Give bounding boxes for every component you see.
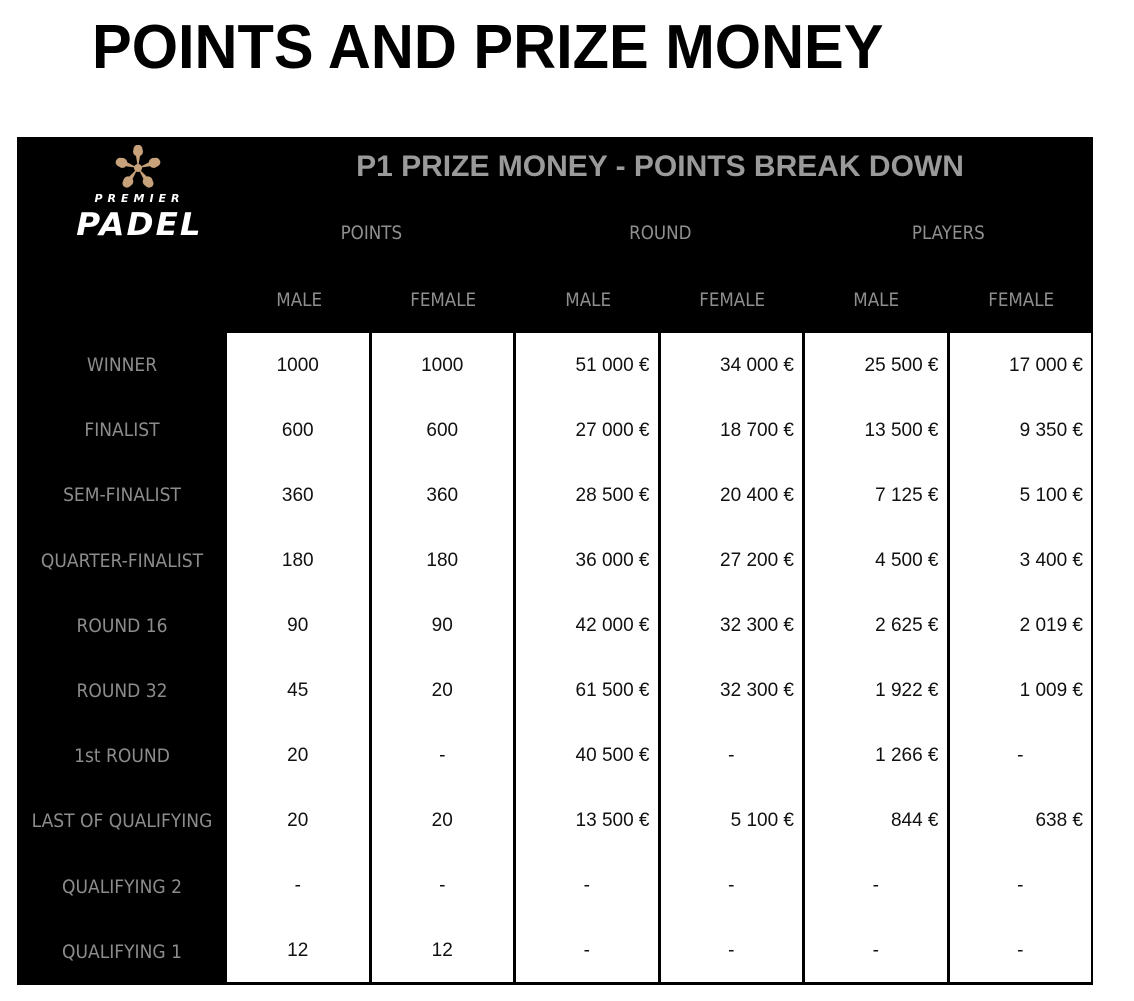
column-points-male: [227, 333, 369, 982]
cell: 13 500 €: [864, 420, 939, 441]
sub-header-round-female: FEMALE: [699, 289, 766, 311]
cell: 90: [431, 615, 453, 636]
cell: 42 000 €: [575, 615, 650, 636]
cell: -: [1017, 940, 1024, 961]
cell: 180: [426, 550, 459, 571]
column-round-female: [661, 333, 803, 982]
cell: 1 009 €: [1019, 680, 1083, 701]
column-players-female: [950, 333, 1092, 982]
cell: -: [728, 875, 735, 896]
cell: -: [1017, 745, 1024, 766]
padel-flower-icon: [115, 145, 161, 191]
cell: 20: [431, 810, 453, 831]
cell: -: [294, 875, 301, 896]
cell: 45: [287, 680, 309, 701]
cell: 17 000 €: [1009, 355, 1083, 376]
cell: 3 400 €: [1019, 550, 1083, 571]
row-label: 1st ROUND: [74, 745, 170, 768]
cell: 1 266 €: [875, 745, 939, 766]
cell: 13 500 €: [575, 810, 650, 831]
sub-header-players-male: MALE: [853, 289, 900, 311]
column-round-male: [516, 333, 658, 982]
cell: 20: [287, 810, 309, 831]
cell: 18 700 €: [720, 420, 794, 441]
cell: 844 €: [890, 810, 939, 831]
cell: 1000: [421, 355, 464, 376]
row-label: FINALIST: [84, 419, 160, 442]
cell: 20 400 €: [720, 485, 794, 506]
sub-header-row: [227, 267, 1093, 333]
cell: 28 500 €: [575, 485, 650, 506]
cell: 12: [287, 940, 309, 961]
logo-brand-top: PREMIER: [94, 192, 185, 205]
cell: -: [439, 875, 446, 896]
group-header-row: [227, 200, 1093, 267]
cell: 5 100 €: [1019, 485, 1083, 506]
cell: 600: [426, 420, 459, 441]
sub-header-points-male: MALE: [276, 289, 323, 311]
cell: 27 200 €: [720, 550, 794, 571]
page-title: POINTS AND PRIZE MONEY: [92, 13, 884, 82]
cell: 360: [426, 485, 459, 506]
cell: 600: [281, 420, 314, 441]
cell: 90: [287, 615, 309, 636]
sub-header-points-female: FEMALE: [410, 289, 477, 311]
cell: 7 125 €: [875, 485, 939, 506]
group-header-players: PLAYERS: [912, 222, 986, 244]
cell: 25 500 €: [864, 355, 939, 376]
cell: 2 625 €: [875, 615, 939, 636]
row-label: QUALIFYING 1: [62, 940, 182, 963]
prize-table: [17, 137, 1093, 985]
row-label: ROUND 16: [76, 614, 168, 637]
cell: -: [872, 875, 879, 896]
row-label: QUALIFYING 2: [62, 875, 182, 898]
cell: 61 500 €: [575, 680, 650, 701]
data-columns: [227, 333, 1093, 985]
cell: 20: [287, 745, 309, 766]
cell: -: [728, 940, 735, 961]
cell: -: [728, 745, 735, 766]
group-header-round: ROUND: [628, 222, 692, 244]
cell: -: [872, 940, 879, 961]
cell: 40 500 €: [575, 745, 650, 766]
cell: 1 922 €: [875, 680, 939, 701]
cell: 51 000 €: [575, 355, 650, 376]
cell: -: [439, 745, 446, 766]
cell: 20: [431, 680, 453, 701]
cell: 34 000 €: [720, 355, 794, 376]
logo-brand-main: PADEL: [76, 207, 203, 243]
cell: 5 100 €: [730, 810, 794, 831]
cell: -: [1017, 875, 1024, 896]
cell: 638 €: [1035, 810, 1083, 831]
cell: 32 300 €: [720, 615, 794, 636]
cell: 9 350 €: [1019, 420, 1083, 441]
group-header-points: POINTS: [340, 222, 403, 244]
cell: 32 300 €: [720, 680, 794, 701]
premier-padel-logo: [17, 137, 227, 267]
sub-header-players-female: FEMALE: [987, 289, 1054, 311]
cell: 180: [281, 550, 314, 571]
cell: -: [583, 940, 590, 961]
cell: 2 019 €: [1019, 615, 1083, 636]
row-label: ROUND 32: [76, 679, 168, 702]
row-label: QUARTER-FINALIST: [40, 549, 204, 572]
column-points-female: [372, 333, 514, 982]
cell: -: [583, 875, 590, 896]
cell: 36 000 €: [575, 550, 650, 571]
row-label: WINNER: [86, 354, 158, 376]
table-title: P1 PRIZE MONEY - POINTS BREAK DOWN: [356, 150, 964, 183]
cell: 12: [431, 940, 453, 961]
column-players-male: [805, 333, 947, 982]
cell: 360: [281, 485, 314, 506]
cell: 1000: [276, 355, 319, 376]
row-label: SEM-FINALIST: [63, 484, 181, 507]
cell: 4 500 €: [875, 550, 939, 571]
row-label: LAST OF QUALIFYING: [31, 810, 213, 833]
sub-header-round-male: MALE: [564, 289, 611, 311]
cell: 27 000 €: [575, 420, 650, 441]
